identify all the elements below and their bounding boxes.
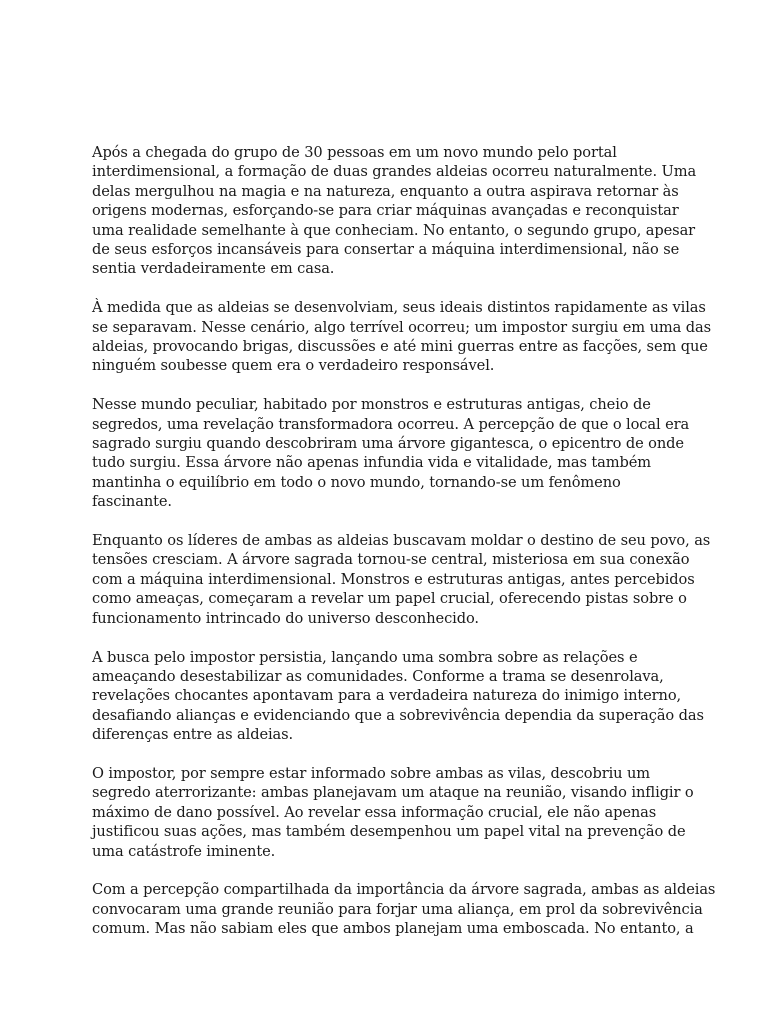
text-line: desafiando alianças e evidenciando que a sobrevivência dependia da superação das bbox=[92, 706, 704, 724]
text-line: À medida que as aldeias se desenvolviam, seus ideais distintos rapidamente as vilas bbox=[92, 299, 706, 317]
text-line: segredos, uma revelação transformadora ocorreu. A percepção de que o local era bbox=[92, 415, 690, 433]
text-line: Nesse mundo peculiar, habitado por monstros e estruturas antigas, cheio de bbox=[92, 396, 651, 414]
document-body bbox=[92, 143, 716, 958]
text-line: A busca pelo impostor persistia, lançando uma sombra sobre as relações e bbox=[92, 648, 638, 666]
text-line: ameaçando desestabilizar as comunidades. Conforme a trama se desenrolava, bbox=[92, 667, 664, 685]
text-line: tudo surgiu. Essa árvore não apenas infundia vida e vitalidade, mas também bbox=[92, 454, 652, 472]
text-line: interdimensional, a formação de duas grandes aldeias ocorreu naturalmente. Uma bbox=[92, 163, 697, 181]
text-line: tensões cresciam. A árvore sagrada tornou-se central, misteriosa em sua conexão bbox=[92, 551, 690, 569]
paragraph bbox=[92, 298, 711, 376]
text-line: máximo de dano possível. Ao revelar essa informação crucial, ele não apenas bbox=[92, 803, 657, 821]
text-line: de seus esforços incansáveis para consertar a máquina interdimensional, não se bbox=[92, 241, 680, 259]
text-line: origens modernas, esforçando-se para criar máquinas avançadas e reconquistar bbox=[92, 202, 679, 220]
text-line: delas mergulhou na magia e na natureza, enquanto a outra aspirava retornar às bbox=[92, 182, 679, 200]
text-line: aldeias, provocando brigas, discussões e até mini guerras entre as facções, sem que bbox=[92, 338, 708, 356]
text-line: uma catástrofe iminente. bbox=[92, 842, 276, 860]
text-line: mantinha o equilíbrio em todo o novo mundo, tornando-se um fenômeno bbox=[92, 473, 621, 491]
text-line: comum. Mas não sabiam eles que ambos planejam uma emboscada. No entanto, a bbox=[92, 920, 694, 938]
text-line: revelações chocantes apontavam para a verdadeira natureza do inimigo interno, bbox=[92, 687, 682, 705]
paragraph bbox=[92, 880, 716, 938]
text-line: Enquanto os líderes de ambas as aldeias buscavam moldar o destino de seu povo, as bbox=[92, 532, 711, 550]
text-line: Com a percepção compartilhada da importância da árvore sagrada, ambas as aldeias bbox=[92, 881, 716, 899]
text-line: O impostor, por sempre estar informado sobre ambas as vilas, descobriu um bbox=[92, 764, 651, 782]
text-line: convocaram uma grande reunião para forjar uma aliança, em prol da sobrevivência bbox=[92, 900, 703, 918]
text-line: ninguém soubesse quem era o verdadeiro responsável. bbox=[92, 357, 495, 375]
text-line: fascinante. bbox=[92, 493, 172, 511]
text-line: uma realidade semelhante à que conheciam. No entanto, o segundo grupo, apesar bbox=[92, 221, 696, 239]
text-line: funcionamento intrincado do universo desconhecido. bbox=[92, 609, 479, 627]
paragraph bbox=[92, 395, 692, 511]
paragraph bbox=[92, 648, 704, 745]
text-line: se separavam. Nesse cenário, algo terrível ocorreu; um impostor surgiu em uma das bbox=[92, 318, 711, 336]
text-line: sentia verdadeiramente em casa. bbox=[92, 260, 335, 278]
text-line: sagrado surgiu quando descobriram uma árvore gigantesca, o epicentro de onde bbox=[92, 435, 684, 453]
text-line: Após a chegada do grupo de 30 pessoas em um novo mundo pelo portal bbox=[92, 144, 617, 161]
text-line: segredo aterrorizante: ambas planejavam um ataque na reunião, visando infligir o bbox=[92, 784, 694, 802]
text-line: diferenças entre as aldeias. bbox=[92, 726, 294, 744]
text-line: justificou suas ações, mas também desempenhou um papel vital na prevenção de bbox=[92, 823, 686, 841]
paragraph bbox=[92, 143, 697, 279]
text-line: com a máquina interdimensional. Monstros e estruturas antigas, antes percebidos bbox=[92, 570, 695, 588]
paragraph bbox=[92, 764, 692, 861]
text-line: como ameaças, começaram a revelar um papel crucial, oferecendo pistas sobre o bbox=[92, 590, 687, 608]
paragraph bbox=[92, 531, 711, 628]
